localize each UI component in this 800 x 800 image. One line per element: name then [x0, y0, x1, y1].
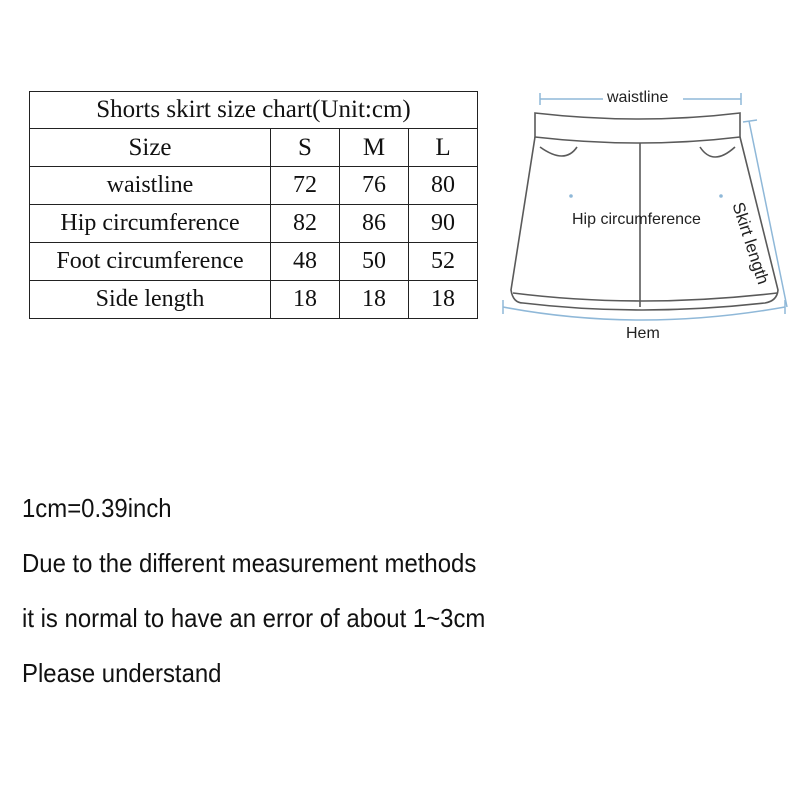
- cell-value: 72: [271, 167, 340, 205]
- size-header-row: [30, 129, 478, 167]
- cell-value: 76: [340, 167, 409, 205]
- size-header-label: Size: [30, 129, 271, 167]
- error-range-note: it is normal to have an error of about 1~3cm: [22, 603, 486, 633]
- size-header-l: L: [409, 129, 478, 167]
- cell-value: 80: [409, 167, 478, 205]
- cell-value: 90: [409, 205, 478, 243]
- table-row: [30, 243, 478, 281]
- table-row: [30, 167, 478, 205]
- cell-value: 48: [271, 243, 340, 281]
- unit-conversion-note: 1cm=0.39inch: [22, 493, 172, 523]
- hem-label: Hem: [626, 325, 660, 342]
- size-header-m: M: [340, 129, 409, 167]
- cell-value: 82: [271, 205, 340, 243]
- skirt-diagram: [495, 85, 800, 350]
- measurement-method-note: Due to the different measurement methods: [22, 548, 477, 578]
- hip-measure-marks: [569, 194, 723, 198]
- table-row: [30, 205, 478, 243]
- measurement-notes: [22, 490, 526, 710]
- waistline-label: waistline: [607, 89, 669, 106]
- cell-value: 18: [340, 281, 409, 319]
- understand-note: Please understand: [22, 658, 222, 688]
- size-chart-title: Shorts skirt size chart(Unit:cm): [30, 92, 478, 129]
- row-label-side-length: Side length: [30, 281, 271, 319]
- table-row: [30, 281, 478, 319]
- cell-value: 50: [340, 243, 409, 281]
- row-label-hip: Hip circumference: [30, 205, 271, 243]
- size-header-s: S: [271, 129, 340, 167]
- cell-value: 18: [409, 281, 478, 319]
- size-chart-table: [29, 91, 478, 319]
- cell-value: 52: [409, 243, 478, 281]
- cell-value: 18: [271, 281, 340, 319]
- row-label-waistline: waistline: [30, 167, 271, 205]
- cell-value: 86: [340, 205, 409, 243]
- hip-circumference-label: Hip circumference: [572, 211, 701, 228]
- skirt-length-label: Skirt length: [728, 199, 773, 287]
- row-label-foot: Foot circumference: [30, 243, 271, 281]
